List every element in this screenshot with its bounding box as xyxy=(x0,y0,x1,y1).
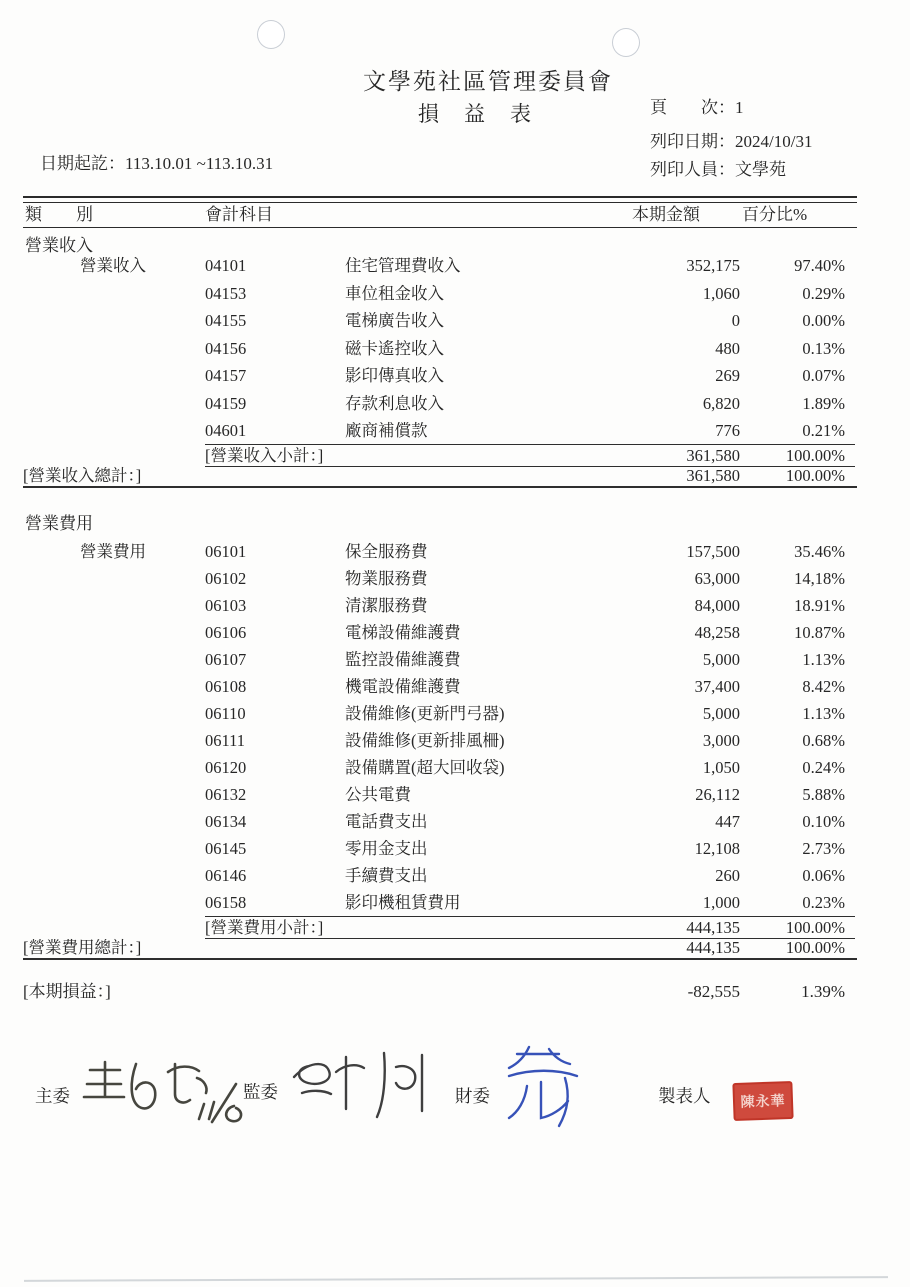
cell-account: 電梯廣告收入 xyxy=(345,311,444,330)
cell-account: 物業服務費 xyxy=(345,569,428,588)
cell-amount: 63,000 xyxy=(694,569,740,588)
cell-code: 06103 xyxy=(205,596,247,615)
preparer-label: 製表人 xyxy=(658,1086,711,1106)
print-date-value: 2024/10/31 xyxy=(735,132,813,151)
net-income-row xyxy=(23,981,857,1003)
cell-code: 06101 xyxy=(205,542,247,561)
cell-account: 車位租金收入 xyxy=(345,283,444,303)
cell-percent: 14,18% xyxy=(794,569,845,588)
cell-percent: 0.10% xyxy=(802,812,845,831)
page-number-label: 頁 次： xyxy=(650,98,735,117)
cell-account: 磁卡遙控收入 xyxy=(345,338,444,358)
expense-section-label: 營業費用 xyxy=(25,514,93,533)
cell-amount: 26,112 xyxy=(695,785,740,804)
cell-percent: 2.73% xyxy=(802,839,845,858)
cell-code: 04153 xyxy=(205,283,247,303)
cell-amount: 48,258 xyxy=(694,623,740,642)
revenue-group-label: 營業收入 xyxy=(80,256,146,275)
table-row xyxy=(205,307,855,335)
cell-percent: 0.00% xyxy=(802,311,845,330)
table-row xyxy=(205,700,855,727)
cell-percent: 1.89% xyxy=(802,393,845,413)
cell-account: 監控設備維護費 xyxy=(345,650,461,669)
cell-code: 06108 xyxy=(205,677,247,696)
cell-code: 06107 xyxy=(205,650,247,669)
cell-percent: 97.40% xyxy=(794,256,845,275)
table-row xyxy=(205,754,855,781)
cell-account: 影印機租賃費用 xyxy=(345,893,461,912)
total-amount: 361,580 xyxy=(686,466,740,485)
cell-percent: 5.88% xyxy=(802,785,845,804)
total-percent: 100.00% xyxy=(785,466,845,485)
cell-account: 公共電費 xyxy=(345,785,411,804)
net-income-amount: -82,555 xyxy=(687,982,740,1001)
cell-code: 06134 xyxy=(205,812,247,831)
table-row xyxy=(205,592,855,619)
org-title: 文學苑社區管理委員會 xyxy=(363,69,613,94)
table-row xyxy=(205,835,855,862)
cell-amount: 776 xyxy=(715,421,740,440)
cell-amount: 6,820 xyxy=(702,393,740,413)
total-label: [營業收入總計：] xyxy=(23,466,142,485)
cell-amount: 447 xyxy=(715,812,740,831)
expense-group-label: 營業費用 xyxy=(80,542,146,561)
table-row xyxy=(205,673,855,700)
print-user-label: 列印人員： xyxy=(650,160,735,179)
revenue-subtotal-row xyxy=(205,444,855,467)
supervisor-label: 監委 xyxy=(243,1082,278,1102)
cell-code: 04101 xyxy=(205,256,247,275)
cell-amount: 157,500 xyxy=(686,542,740,561)
table-row xyxy=(205,862,855,889)
table-row xyxy=(205,727,855,754)
cell-percent: 0.68% xyxy=(802,731,845,750)
cell-account: 清潔服務費 xyxy=(345,596,428,615)
cell-account: 存款利息收入 xyxy=(345,393,444,413)
table-row xyxy=(205,417,855,445)
cell-account: 廠商補償款 xyxy=(345,421,428,440)
cell-account: 住宅管理費收入 xyxy=(345,256,461,275)
cell-amount: 269 xyxy=(715,366,740,385)
print-user-value: 文學苑 xyxy=(735,160,786,179)
cell-amount: 84,000 xyxy=(694,596,740,615)
net-income-label: [本期損益：] xyxy=(23,982,111,1001)
page-number-value: 1 xyxy=(735,98,744,117)
chairman-label: 主委 xyxy=(35,1086,70,1106)
cell-account: 保全服務費 xyxy=(345,542,428,561)
column-header-percent: 百分比% xyxy=(742,205,808,224)
subtotal-amount: 361,580 xyxy=(686,446,740,465)
table-row xyxy=(205,538,855,565)
cell-code: 06102 xyxy=(205,569,247,588)
table-row xyxy=(205,646,855,673)
cell-amount: 12,108 xyxy=(694,839,740,858)
cell-account: 設備維修(更新門弓器) xyxy=(345,704,505,723)
cell-code: 04159 xyxy=(205,393,247,413)
cell-percent: 0.24% xyxy=(802,758,845,777)
cell-percent: 0.06% xyxy=(802,866,845,885)
cell-code: 04601 xyxy=(205,421,247,440)
table-row xyxy=(205,280,855,308)
subtotal-amount: 444,135 xyxy=(686,918,740,937)
cell-percent: 1.13% xyxy=(802,650,845,669)
date-range-label: 日期起訖： xyxy=(40,154,125,173)
treasurer-label: 財委 xyxy=(455,1086,490,1106)
cell-percent: 35.46% xyxy=(794,542,845,561)
cell-amount: 5,000 xyxy=(702,650,740,669)
cell-account: 電話費支出 xyxy=(345,812,428,831)
cell-code: 06132 xyxy=(205,785,247,804)
cell-amount: 37,400 xyxy=(694,677,740,696)
cell-amount: 260 xyxy=(715,866,740,885)
treasurer-signature xyxy=(497,1042,601,1132)
cell-account: 影印傳真收入 xyxy=(345,366,444,385)
cell-percent: 0.21% xyxy=(802,421,845,440)
cell-code: 04155 xyxy=(205,311,247,330)
revenue-total-row xyxy=(23,465,857,488)
binder-hole-right xyxy=(612,28,640,57)
cell-amount: 1,060 xyxy=(702,283,740,303)
cell-amount: 480 xyxy=(715,338,740,358)
cell-amount: 5,000 xyxy=(702,704,740,723)
net-income-percent: 1.39% xyxy=(801,982,845,1001)
cell-code: 06111 xyxy=(205,731,246,750)
cell-amount: 352,175 xyxy=(686,256,740,275)
cell-code: 06145 xyxy=(205,839,247,858)
cell-code: 06158 xyxy=(205,893,247,912)
cell-code: 06110 xyxy=(205,704,246,723)
cell-code: 06146 xyxy=(205,866,247,885)
binder-hole-left xyxy=(257,20,285,49)
table-row xyxy=(205,362,855,390)
table-row xyxy=(205,390,855,418)
table-row xyxy=(205,252,855,280)
print-user-row xyxy=(650,155,786,180)
total-percent: 100.00% xyxy=(785,938,845,957)
cell-amount: 1,000 xyxy=(702,893,740,912)
expense-subtotal-row xyxy=(205,916,855,939)
expense-total-row xyxy=(23,937,857,960)
print-date-label: 列印日期： xyxy=(650,132,735,151)
cell-percent: 18.91% xyxy=(794,596,845,615)
subtotal-label: [營業收入小計：] xyxy=(205,446,324,465)
cell-percent: 0.23% xyxy=(802,893,845,912)
subtotal-percent: 100.00% xyxy=(785,918,845,937)
table-header-row xyxy=(23,202,857,228)
column-header-account: 會計科目 xyxy=(205,205,273,224)
column-header-amount: 本期金額 xyxy=(632,205,700,224)
column-header-category: 類 別 xyxy=(25,205,93,224)
cell-percent: 0.13% xyxy=(802,338,845,358)
cell-account: 手續費支出 xyxy=(345,866,428,885)
preparer-name-stamp: 陳永華 xyxy=(732,1081,793,1121)
cell-amount: 1,050 xyxy=(702,758,740,777)
cell-account: 機電設備維護費 xyxy=(345,677,461,696)
supervisor-signature xyxy=(284,1045,436,1125)
cell-code: 06106 xyxy=(205,623,247,642)
revenue-section-label: 營業收入 xyxy=(25,236,93,255)
total-amount: 444,135 xyxy=(686,938,740,957)
cell-account: 設備維修(更新排風柵) xyxy=(345,731,505,750)
report-title: 損 益 表 xyxy=(418,102,533,126)
revenue-rows xyxy=(205,252,855,445)
page-number-row xyxy=(650,93,744,118)
table-row xyxy=(205,781,855,808)
cell-percent: 0.29% xyxy=(802,283,845,303)
table-row xyxy=(205,889,855,916)
subtotal-label: [營業費用小計：] xyxy=(205,918,324,937)
table-row xyxy=(205,335,855,363)
date-range-row xyxy=(40,149,273,174)
subtotal-percent: 100.00% xyxy=(785,446,845,465)
cell-amount: 3,000 xyxy=(702,731,740,750)
cell-account: 設備購置(超大回收袋) xyxy=(345,758,505,777)
cell-code: 04157 xyxy=(205,366,247,385)
table-row xyxy=(205,808,855,835)
cell-amount: 0 xyxy=(731,311,740,330)
table-row xyxy=(205,565,855,592)
date-range-value: 113.10.01 ~113.10.31 xyxy=(125,154,274,173)
cell-account: 電梯設備維護費 xyxy=(345,623,461,642)
expense-rows xyxy=(205,538,855,916)
chairman-signature xyxy=(80,1050,250,1124)
page-bottom-edge xyxy=(24,1276,888,1282)
cell-percent: 1.13% xyxy=(802,704,845,723)
total-label: [營業費用總計：] xyxy=(23,938,142,957)
cell-percent: 8.42% xyxy=(802,677,845,696)
table-row xyxy=(205,619,855,646)
cell-percent: 10.87% xyxy=(794,623,845,642)
cell-code: 04156 xyxy=(205,338,247,358)
cell-account: 零用金支出 xyxy=(345,839,428,858)
print-date-row xyxy=(650,127,812,152)
cell-percent: 0.07% xyxy=(802,366,845,385)
cell-code: 06120 xyxy=(205,758,247,777)
